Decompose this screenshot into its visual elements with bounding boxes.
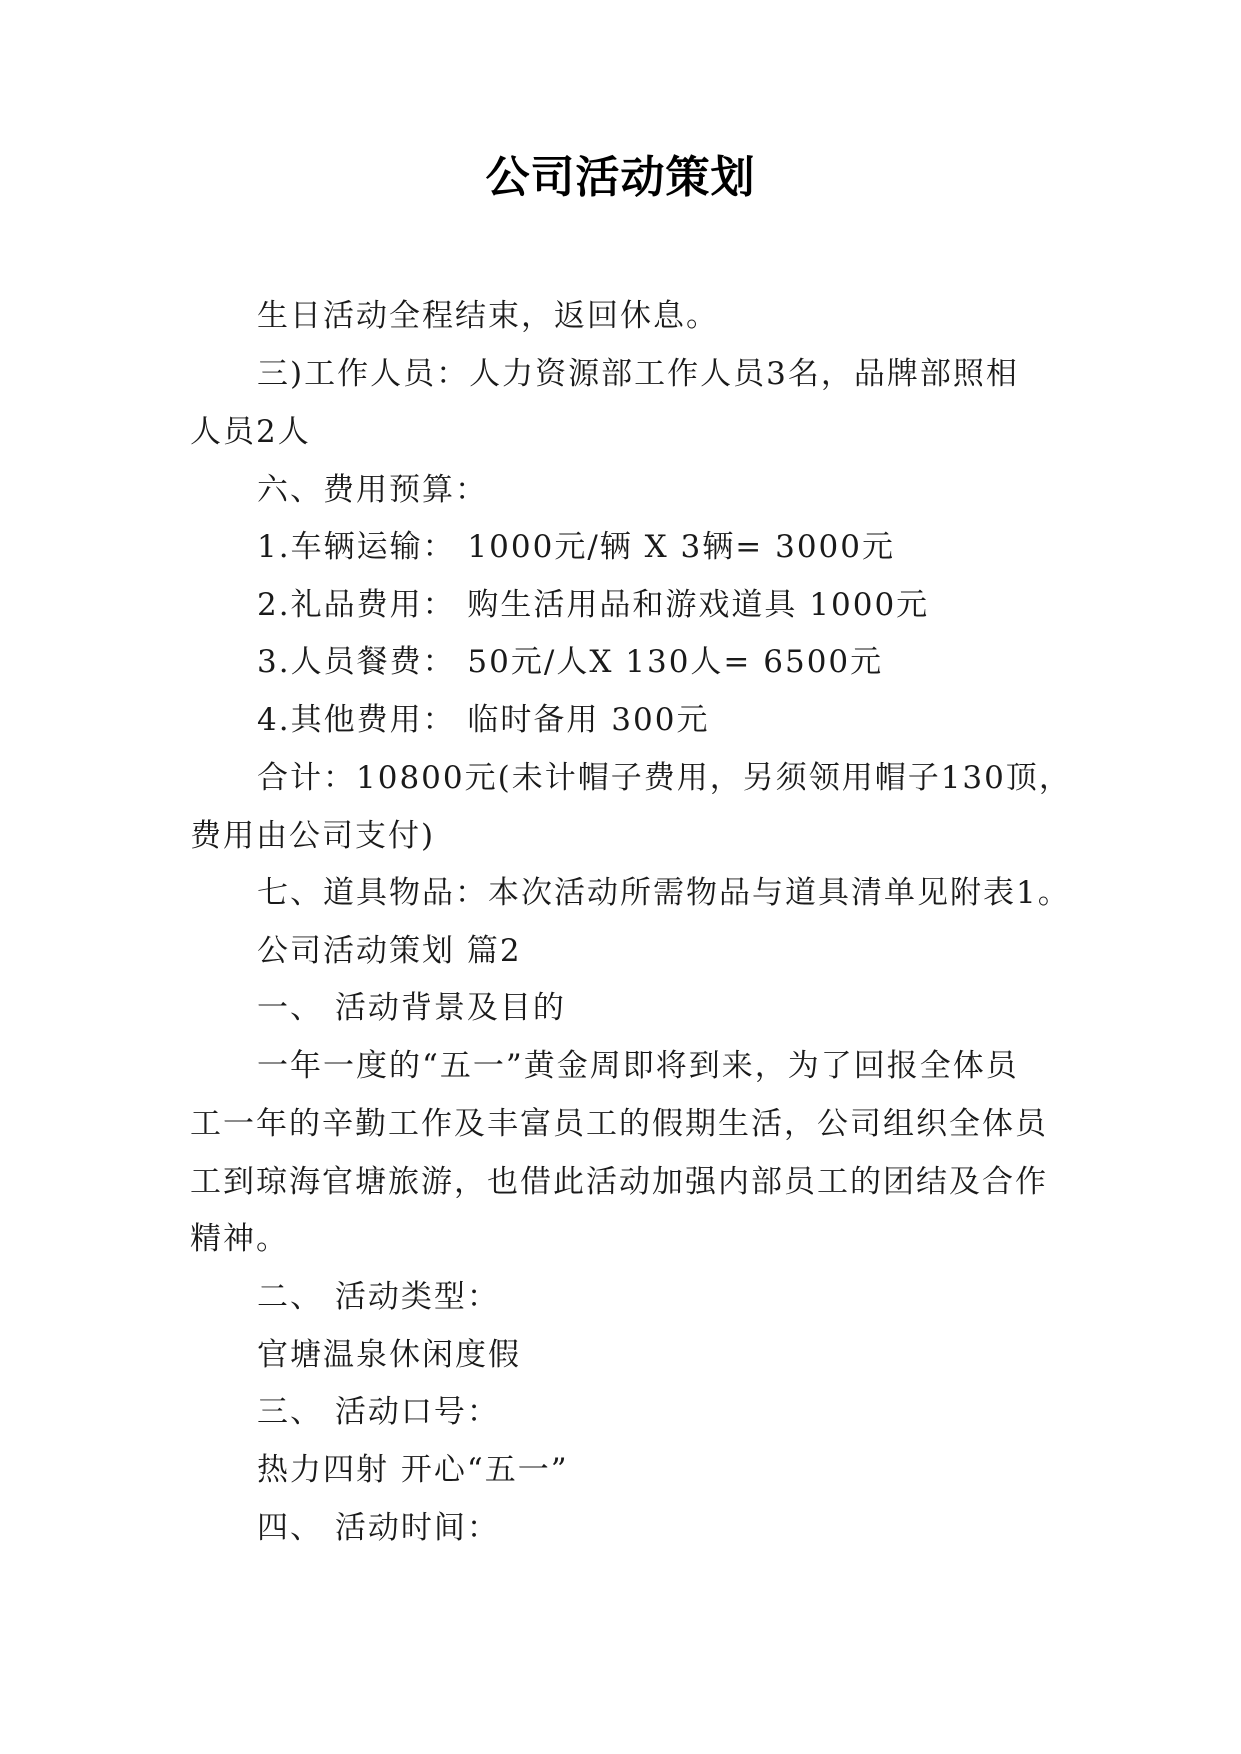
- paragraph-line: 官塘温泉休闲度假: [257, 1337, 521, 1373]
- paragraph-line: 热力四射 开心“五一”: [257, 1452, 569, 1488]
- section-heading: 七、道具物品：本次活动所需物品与道具清单见附表1。: [257, 875, 1071, 911]
- paragraph-line: 费用由公司支付): [190, 818, 436, 854]
- section-heading: 一、 活动背景及目的: [257, 990, 566, 1026]
- section-heading: 六、费用预算：: [257, 472, 488, 508]
- budget-total: 合计：10800元(未计帽子费用，另须领用帽子130顶，: [257, 760, 1072, 796]
- section-heading: 三、 活动口号：: [257, 1394, 500, 1430]
- paragraph-line: 精神。: [190, 1221, 289, 1257]
- section-title: 公司活动策划 篇2: [257, 933, 522, 969]
- paragraph-line: 一年一度的“五一”黄金周即将到来，为了回报全体员: [257, 1048, 1019, 1084]
- paragraph-line: 工到琼海官塘旅游，也借此活动加强内部员工的团结及合作: [190, 1164, 1048, 1200]
- section-heading: 四、 活动时间：: [257, 1510, 500, 1546]
- budget-item: 3.人员餐费： 50元/人X 130人= 6500元: [257, 644, 884, 680]
- document-title: 公司活动策划: [485, 152, 756, 203]
- section-heading: 二、 活动类型：: [257, 1279, 500, 1315]
- paragraph-line: 工一年的辛勤工作及丰富员工的假期生活，公司组织全体员: [190, 1106, 1048, 1142]
- budget-item: 1.车辆运输： 1000元/辆 X 3辆= 3000元: [257, 529, 895, 565]
- paragraph-line: 三)工作人员：人力资源部工作人员3名，品牌部照相: [257, 356, 1019, 392]
- budget-item: 4.其他费用： 临时备用 300元: [257, 702, 710, 738]
- paragraph-line: 人员2人: [190, 414, 311, 450]
- paragraph-line: 生日活动全程结束，返回休息。: [257, 298, 719, 334]
- budget-item: 2.礼品费用： 购生活用品和游戏道具 1000元: [257, 587, 930, 623]
